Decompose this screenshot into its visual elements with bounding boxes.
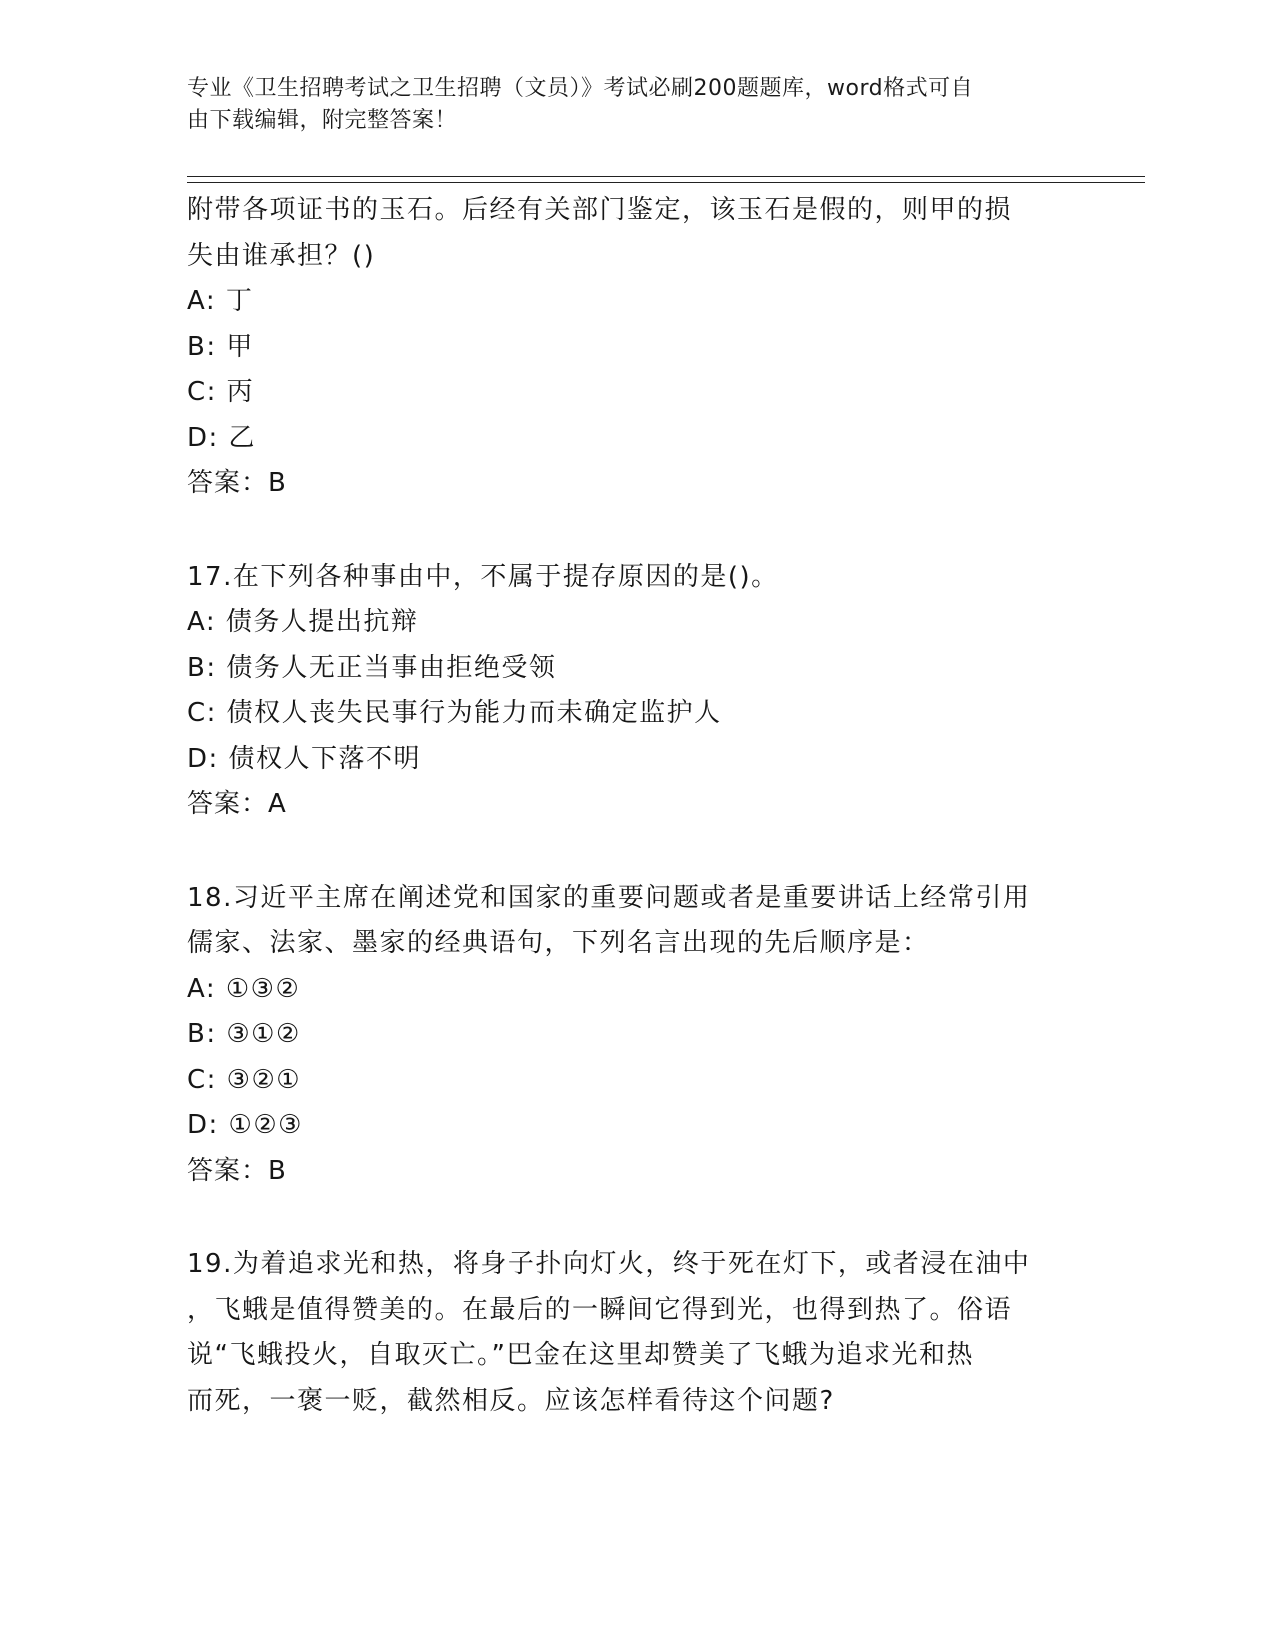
answer-line: 答案：B [187, 1155, 287, 1186]
question-stem-line: 18.习近平主席在阐述党和国家的重要问题或者是重要讲话上经常引用 [187, 882, 1031, 913]
question-19 [187, 1242, 1087, 1424]
option-a: A: 丁 [187, 286, 254, 316]
answer-line: 答案：B [187, 468, 287, 498]
question-18 [187, 876, 1087, 1195]
question-17 [187, 555, 1087, 828]
header-line-2: 由下载编辑，附完整答案！ [187, 108, 458, 133]
header-divider-bottom [187, 182, 1145, 183]
option-a: A: ①③② [187, 973, 301, 1004]
page-header [187, 73, 1067, 137]
option-c: C: ③②① [187, 1064, 302, 1095]
spacer [187, 828, 1087, 876]
question-stem-line: 19.为着追求光和热，将身子扑向灯火，终于死在灯下，或者浸在油中 [187, 1249, 1031, 1279]
question-stem-line: 儒家、法家、墨家的经典语句，下列名言出现的先后顺序是： [187, 928, 930, 958]
question-stem-line: ，飞蛾是值得赞美的。在最后的一瞬间它得到光，也得到热了。俗语 [187, 1294, 1013, 1325]
option-b: B: 甲 [187, 331, 254, 362]
header-line-1: 专业《卫生招聘考试之卫生招聘（文员）》考试必刷200题题库，word格式可自 [187, 76, 974, 101]
spacer [187, 507, 1087, 555]
question-16 [187, 188, 1087, 507]
option-d: D: 债权人下落不明 [187, 743, 422, 774]
question-stem-line: 说“飞蛾投火，自取灭亡。”巴金在这里却赞美了飞蛾为追求光和热 [187, 1340, 974, 1370]
question-stem-line: 附带各项证书的玉石。后经有关部门鉴定，该玉石是假的，则甲的损 [187, 195, 1013, 225]
option-a: A: 债务人提出抗辩 [187, 607, 419, 637]
question-stem-line: 而死，一褒一贬，截然相反。应该怎样看待这个问题? [187, 1385, 835, 1416]
answer-line: 答案：A [187, 789, 287, 819]
header-divider-top [187, 176, 1145, 177]
question-stem-line: 失由谁承担？() [187, 240, 376, 271]
option-c: C: 债权人丧失民事行为能力而未确定监护人 [187, 698, 722, 728]
option-b: B: ③①② [187, 1019, 301, 1049]
option-b: B: 债务人无正当事由拒绝受领 [187, 652, 557, 683]
question-stem-line: 17.在下列各种事由中，不属于提存原因的是()。 [187, 561, 779, 592]
option-d: D: ①②③ [187, 1110, 303, 1140]
option-c: C: 丙 [187, 377, 255, 407]
option-d: D: 乙 [187, 422, 257, 453]
question-content [187, 188, 1087, 1424]
spacer [187, 1194, 1087, 1242]
